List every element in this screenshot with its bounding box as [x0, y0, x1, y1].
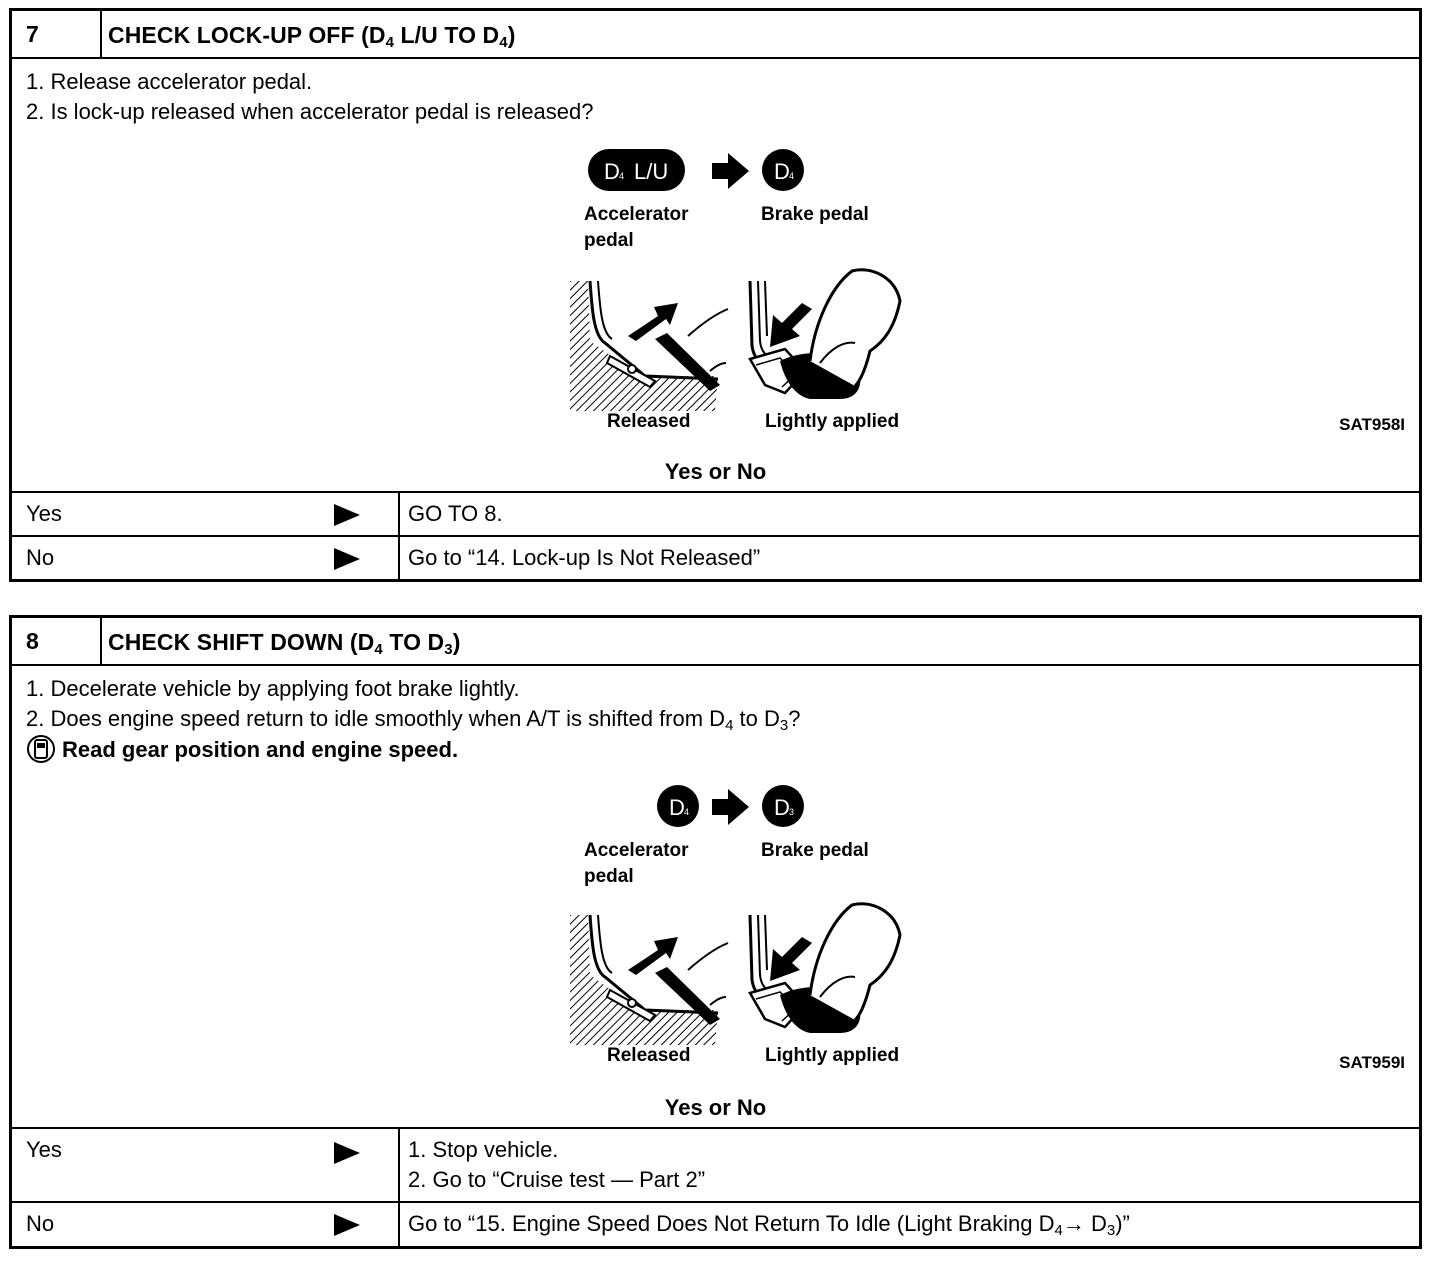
accelerator-label-2: pedal — [584, 866, 634, 887]
step-title — [108, 618, 460, 664]
step-number: 7 — [12, 11, 102, 57]
title-subscript: 3 — [444, 641, 453, 658]
pill-lu-text: L/U — [634, 159, 669, 184]
title-part: L/U TO D — [394, 22, 500, 48]
step-title — [108, 11, 516, 57]
pill-d-subscript: 4 — [619, 171, 625, 181]
instruction-line: 1. Decelerate vehicle by applying foot brake lightly. — [26, 676, 520, 701]
brake-label: Brake pedal — [761, 840, 869, 861]
yes-or-no-prompt: Yes or No — [664, 1095, 767, 1120]
yes-label: Yes — [26, 1137, 62, 1162]
right-triangle-arrow-icon — [334, 548, 360, 570]
title-part: CHECK SHIFT DOWN (D — [108, 629, 375, 655]
right-triangle-arrow-icon — [334, 1142, 360, 1164]
no-label: No — [26, 545, 55, 570]
step-7-header — [12, 11, 1419, 59]
circle-d-subscript: 4 — [789, 171, 795, 181]
yes-row — [12, 1127, 1419, 1201]
brake-label: Brake pedal — [761, 204, 869, 225]
instruction-line: 1. Release accelerator pedal. — [26, 69, 313, 94]
step-8-header — [12, 618, 1419, 666]
step-7-box — [9, 8, 1422, 582]
yes-action-line: 1. Stop vehicle. — [408, 1137, 559, 1162]
title-part: CHECK LOCK-UP OFF (D — [108, 22, 386, 48]
applied-label: Lightly applied — [765, 1045, 900, 1066]
step-instructions — [26, 67, 593, 127]
circle-d-text: D — [774, 795, 790, 820]
yes-action: GO TO 8. — [408, 501, 503, 526]
title-part: ) — [452, 629, 461, 655]
instruction-part: to D — [733, 706, 780, 731]
circle-d-text: D — [669, 795, 685, 820]
pedal-figure — [552, 141, 912, 441]
accelerator-label: Accelerator — [584, 840, 689, 861]
instruction-subscript: 3 — [779, 717, 789, 734]
no-action-subscript: 3 — [1106, 1222, 1116, 1239]
instruction-part: 2. Does engine speed return to idle smoothly when A/T is shifted from D — [26, 706, 726, 731]
no-action: Go to “14. Lock-up Is Not Released” — [408, 545, 761, 570]
no-row — [12, 1201, 1419, 1248]
shift-arrow-icon — [712, 153, 749, 189]
step-number: 8 — [12, 618, 102, 664]
right-triangle-arrow-icon — [334, 1214, 360, 1236]
row-divider — [398, 1203, 400, 1248]
instruction-line — [26, 734, 800, 765]
accelerator-label-2: pedal — [584, 230, 634, 251]
row-divider — [398, 537, 400, 581]
no-action-part: → D — [1062, 1211, 1107, 1236]
yes-action — [408, 1135, 705, 1195]
title-subscript: 4 — [385, 34, 395, 51]
row-divider — [398, 1129, 400, 1201]
yes-label: Yes — [26, 501, 62, 526]
circle-d-text: D — [774, 159, 790, 184]
no-action-part: )” — [1115, 1211, 1130, 1236]
circle-d-subscript: 3 — [789, 807, 795, 817]
no-action — [408, 1209, 1130, 1239]
title-part: ) — [507, 22, 516, 48]
row-divider — [398, 493, 400, 535]
figure-code: SAT958I — [1339, 415, 1405, 434]
yes-row — [12, 491, 1419, 535]
instruction-line — [26, 704, 800, 734]
consult-tool-icon — [26, 734, 56, 764]
instruction-part: ? — [788, 706, 801, 731]
no-action-subscript: 4 — [1054, 1222, 1063, 1239]
pedal-illustration — [570, 270, 900, 411]
applied-label: Lightly applied — [765, 411, 900, 432]
pedal-figure — [552, 770, 912, 1070]
instruction-line: 2. Is lock-up released when accelerator pedal is released? — [26, 99, 594, 124]
released-label: Released — [607, 411, 691, 432]
no-row — [12, 535, 1419, 581]
figure-code: SAT959I — [1339, 1053, 1405, 1072]
no-label: No — [26, 1211, 55, 1236]
shift-arrow-icon — [712, 789, 749, 825]
yes-action-line: 2. Go to “Cruise test — Part 2” — [408, 1167, 706, 1192]
title-subscript: 4 — [499, 34, 508, 51]
right-triangle-arrow-icon — [334, 504, 360, 526]
instruction-bold-text: Read gear position and engine speed. — [62, 737, 459, 762]
step-instructions — [26, 674, 800, 765]
instruction-subscript: 4 — [725, 717, 734, 734]
title-subscript: 4 — [374, 641, 383, 658]
pill-d-text: D — [604, 159, 620, 184]
accelerator-label: Accelerator — [584, 204, 689, 225]
no-action-part: Go to “15. Engine Speed Does Not Return To Idle (Light Braking D — [408, 1211, 1055, 1236]
circle-d-subscript: 4 — [684, 807, 690, 817]
step-8-box — [9, 615, 1422, 1249]
yes-or-no-prompt: Yes or No — [664, 459, 767, 484]
released-label: Released — [607, 1045, 691, 1066]
title-part: TO D — [382, 629, 445, 655]
pedal-illustration — [570, 904, 900, 1045]
